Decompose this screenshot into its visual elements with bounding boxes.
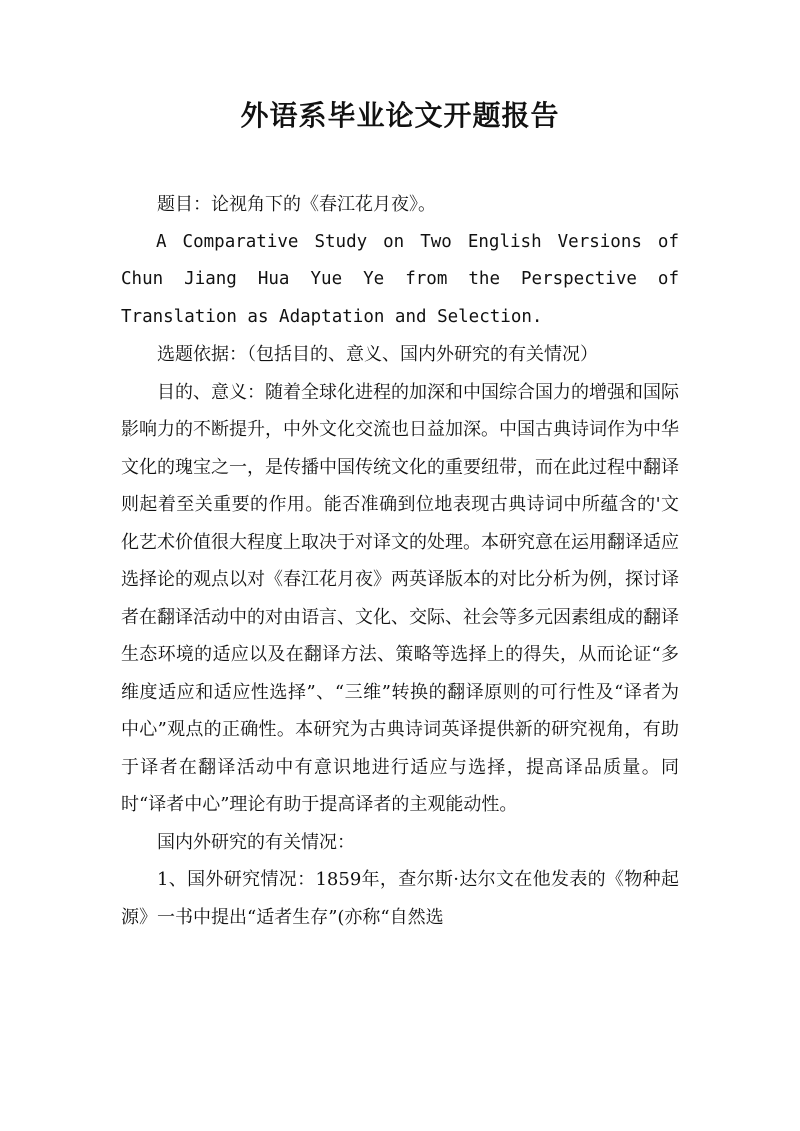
document-body [121,186,679,936]
foreign-research-paragraph: 1、国外研究情况：1859年，查尔斯·达尔文在他发表的《物种起源》一书中提出“适者生存”(亦称“自然选 [121,869,679,928]
topic-paragraph: 题目：论视角下的《春江花月夜》。 [157,194,436,215]
document-title: 外语系毕业论文开题报告 [240,99,560,132]
research-status-heading: 国内外研究的有关情况： [157,831,355,853]
english-title-paragraph: A Comparative Study on Two English Versions of Chun Jiang Hua Yue Ye from the Perspective of Translation as Adaptation and Selection. [121,231,679,327]
purpose-significance-paragraph: 目的、意义：随着全球化进程的加深和中国综合国力的增强和国际影响力的不断提升，中外文化交流也日益加深。中国古典诗词作为中华文化的瑰宝之一，是传播中国传统文化的重要纽带，而在此过程中翻译则起着至关重要的作用。能否准确到位地表现古典诗词中所蕴含的'文化艺术价值很大程度上取决于对译文的处理。本研究意在运用翻译适应选择论的观点以对《春江花月夜》两英译版本的对比分析为例，探讨译者在翻译活动中的对由语言、文化、交际、社会等多元因素组成的翻译生态环境的适应以及在翻译方法、策略等选择上的得失，从而论证“多维度适应和适应性选择”、“三维”转换的翻译原则的可行性及“译者为中心”观点的正确性。本研究为古典诗词英译提供新的研究视角，有助于译者在翻译活动中有意识地进行适应与选择，提高译品质量。同时“译者中心”理论有助于提高译者的主观能动性。 [121,381,679,815]
basis-paragraph: 选题依据：（包括目的、意义、国内外研究的有关情况） [157,344,598,365]
